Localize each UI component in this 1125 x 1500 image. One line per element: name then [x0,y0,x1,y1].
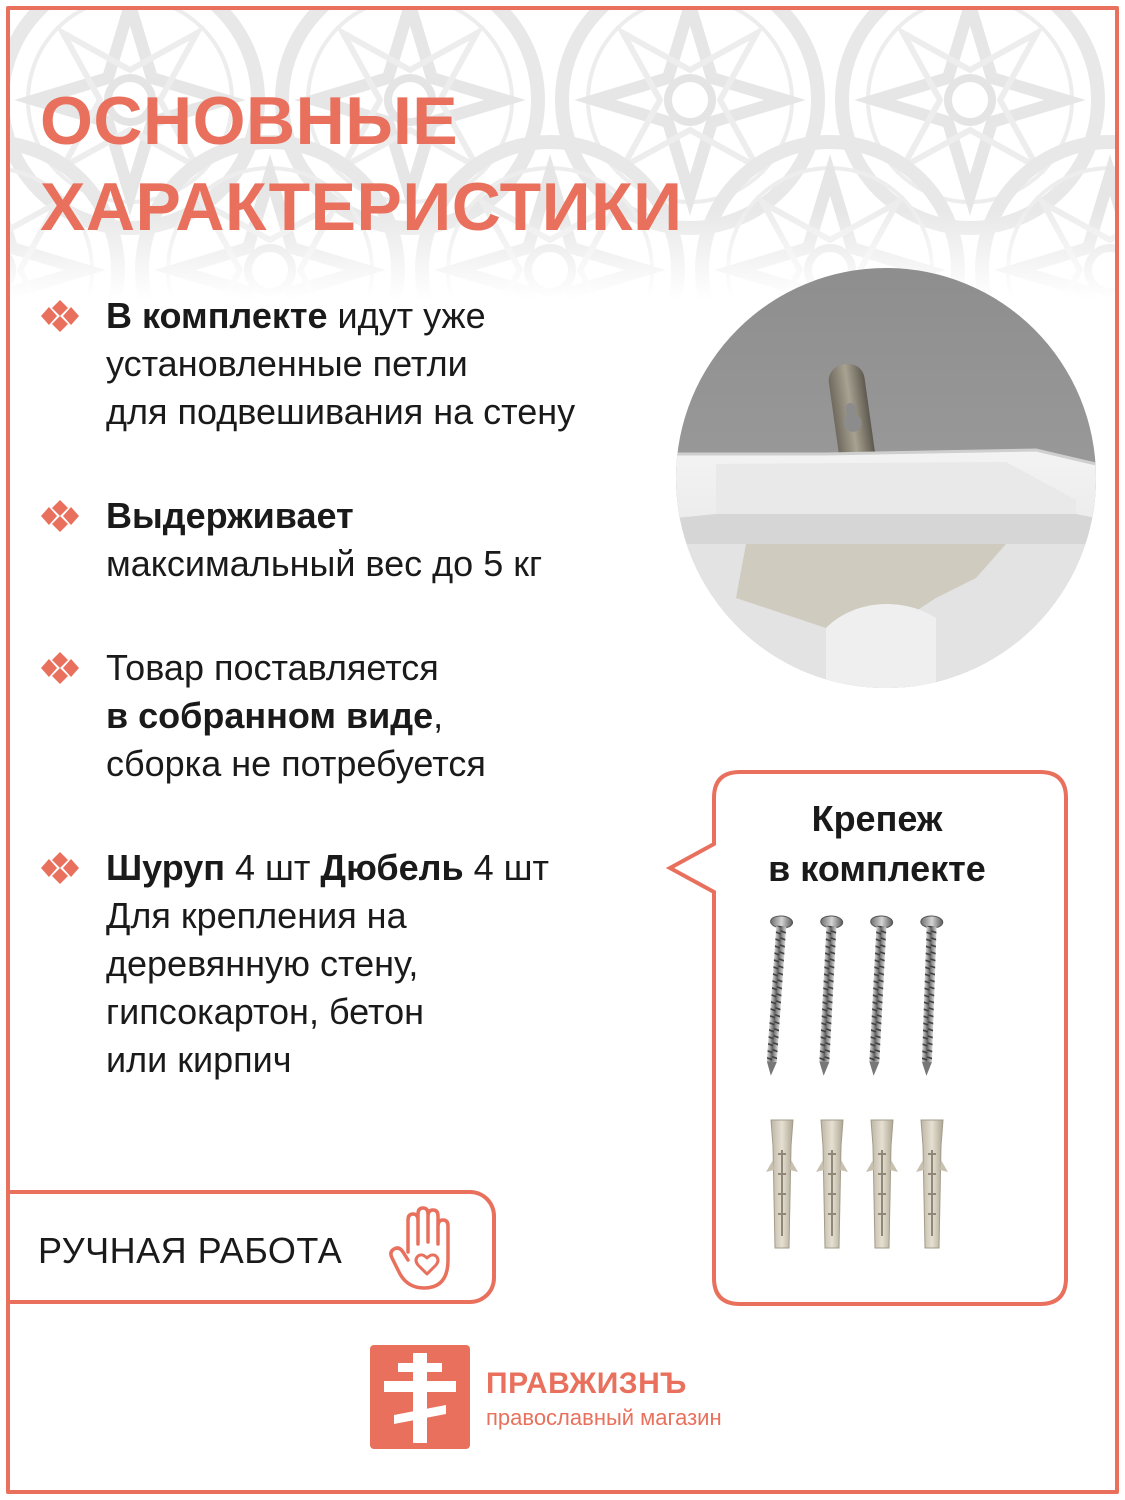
store-logo [370,1345,770,1449]
store-brand-name: ПРАВЖИЗНЪ [486,1367,687,1400]
diamond-bullet-icon [38,650,82,686]
page-title [40,78,682,250]
diamond-bullet-icon [38,498,82,534]
feature-line: максимальный вес до 5 кг [106,543,543,584]
screws-and-dowels-image [750,910,1010,1280]
store-subtitle: православный магазин [486,1405,722,1430]
product-photo-hanging-loop [676,268,1096,688]
screw [760,915,943,1076]
diamond-bullet-icon [38,850,82,886]
feature-line: деревянную стену, [106,943,419,984]
feature-line: В комплекте идут уже [106,295,486,336]
feature-line: Товар поставляется [106,647,439,688]
heart-hand-icon [388,1206,460,1292]
feature-line: гипсокартон, бетон [106,991,424,1032]
dowel [766,1120,948,1248]
fasteners-title-line: Крепеж [811,798,943,839]
title-line-1: ОСНОВНЫЕ [40,83,459,159]
fasteners-title-line: в комплекте [768,848,986,889]
orthodox-cross-logo-icon [370,1345,470,1449]
feature-line: Шуруп 4 шт Дюбель 4 шт [106,847,550,888]
feature-line: в собранном виде, [106,695,444,736]
fasteners-callout [660,770,1070,1310]
handmade-badge [10,1190,496,1304]
diamond-bullet-icon [38,298,82,334]
feature-line: или кирпич [106,1039,292,1080]
feature-line: Для крепления на [106,895,407,936]
fasteners-title [722,794,1032,894]
feature-line: установленные петли [106,343,468,384]
handmade-label: РУЧНАЯ РАБОТА [38,1230,343,1271]
title-line-2: ХАРАКТЕРИСТИКИ [40,169,683,245]
feature-line: Выдерживает [106,495,354,536]
feature-line: для подвешивания на стену [106,391,576,432]
feature-line: сборка не потребуется [106,743,486,784]
